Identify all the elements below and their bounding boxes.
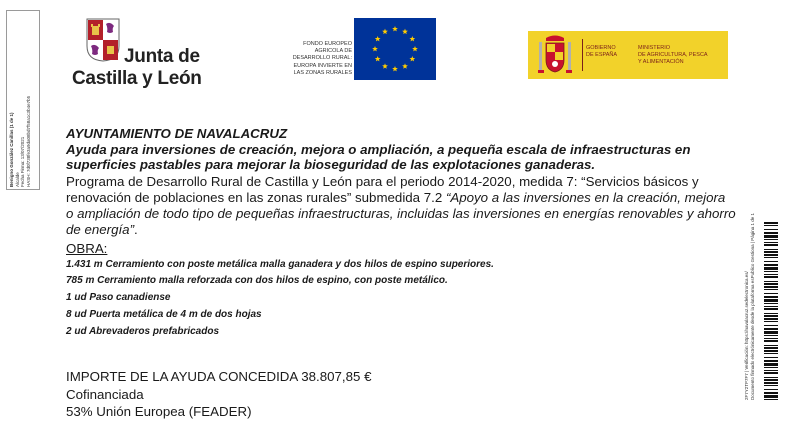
junta-castilla-leon-logo (72, 18, 202, 88)
obra-item: 1.431 m Cerramiento con poste metálica malla ganadera y dos hilos de espino superiores. (66, 258, 494, 270)
junta-shield-icon (86, 18, 120, 62)
stamp-hash: HASH: 7d0f738fe3a9da08bd7f58a1c3b4e7b5 (25, 95, 31, 187)
obra-item: 8 ud Puerta metálica de 4 m de dos hojas (66, 308, 262, 320)
ministerio-line2: DE AGRICULTURA, PESCA (638, 51, 708, 58)
barcode-icon (764, 222, 778, 402)
stamp-signer: Benigno González Canillas (1 de 1) (9, 112, 14, 187)
program-quote: “Apoyo a las inversiones en la creación, mejora o ampliación de todo tipo de pequeñas infraestructuras, incluidas las inversiones en energías renovables y ahorro de energía” (66, 189, 736, 238)
notice-body (66, 126, 736, 340)
obra-item: 1 ud Paso canadiense (66, 292, 171, 304)
signature-stamp (6, 10, 40, 190)
ministerio-line3: Y ALIMENTACIÓN (638, 58, 684, 65)
municipality-heading: AYUNTAMIENTO DE NAVALACRUZ (66, 126, 288, 141)
importe-line: IMPORTE DE LA AYUDA CONCEDIDA 38.807,85 € (66, 369, 372, 384)
ministerio-text (638, 45, 708, 65)
program-text: Programa de Desarrollo Rural de Castilla y León para el periodo 2014-2020, medida 7: “Servicios básicos y renovación de poblaciones en las zonas rurales” submedida 7.2 (66, 173, 699, 205)
gobierno-line2: DE ESPAÑA (586, 51, 618, 58)
gobierno-line1: GOBIERNO (586, 45, 616, 51)
feader-caption: FONDO EUROPEO AGRICOLA DE DESARROLLO RURAL: EUROPA INVIERTE EN LAS ZONAS RURALES (292, 41, 352, 76)
verification-line1: 2F7Y2TP7F7 | Verificación: https://navalacruz.sedelectronica.es/ (744, 271, 749, 400)
program-description (66, 174, 736, 239)
stamp-role: Alcalde (14, 172, 20, 187)
funding-summary (66, 368, 371, 421)
aid-title: Ayuda para inversiones de creación, mejora o ampliación, a pequeña escala de infraestructuras en superficies pastables para mejorar la bioseguridad de las explotaciones ganaderas. (66, 141, 691, 172)
spain-coat-of-arms-icon (538, 34, 572, 76)
verification-line2: Documento firmado electrónicamente desde la plataforma esPublico Gestiona | Página 1 de 1 (749, 212, 755, 400)
junta-line2: Castilla y León (72, 68, 202, 89)
ue-line: 53% Unión Europea (FEADER) (66, 404, 252, 419)
verification-barcode (742, 212, 780, 402)
obra-item: 2 ud Abrevaderos prefabricados (66, 325, 220, 337)
stamp-signed: Fecha Firma: 13/07/2021 (20, 136, 25, 187)
eu-flag-icon (354, 18, 436, 80)
obra-label: OBRA: (66, 240, 108, 256)
cofinanciada-line: Cofinanciada (66, 386, 144, 402)
junta-line1: Junta de (124, 46, 200, 67)
obra-item: 785 m Cerramiento malla reforzada con dos hilos de espino, con poste metálico. (66, 275, 448, 287)
ministerio-line1: MINISTERIO (638, 45, 671, 51)
gobierno-espana-logo (528, 31, 728, 79)
program-end: . (134, 222, 138, 238)
gob-divider (582, 39, 583, 71)
verification-text (744, 212, 755, 400)
obra-list (66, 257, 736, 341)
gobierno-text (586, 45, 617, 59)
